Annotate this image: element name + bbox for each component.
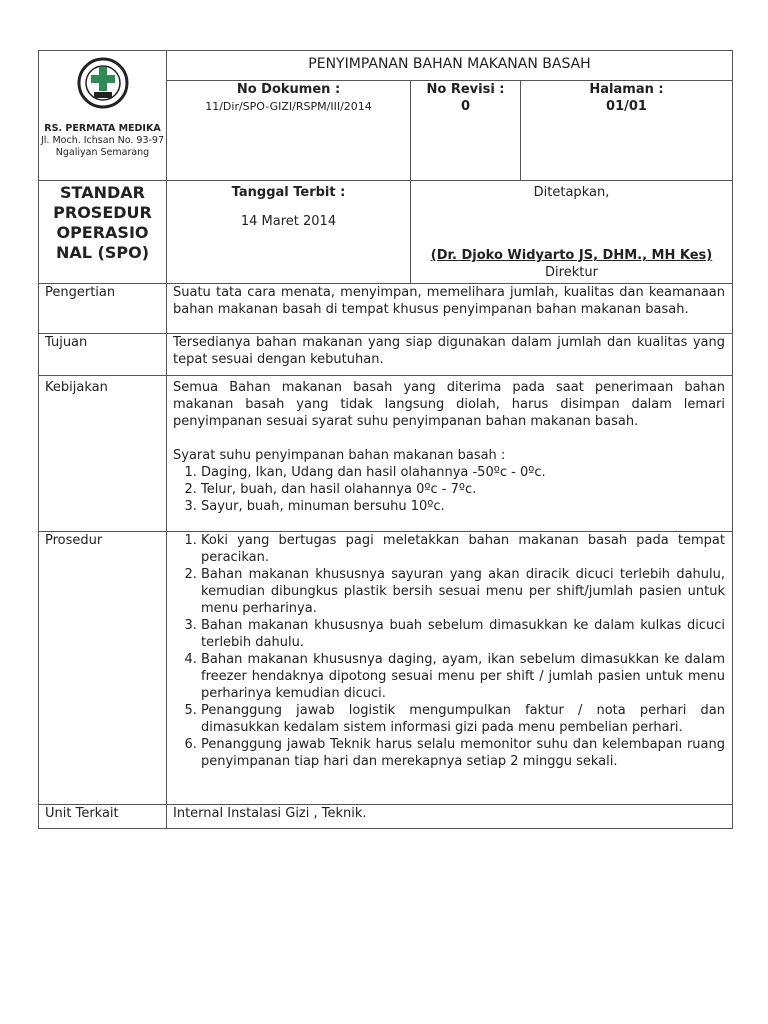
tujuan-label: Tujuan [39, 334, 167, 376]
pengertian-label: Pengertian [39, 284, 167, 334]
unit-label: Unit Terkait [39, 805, 167, 829]
procedure-list [173, 532, 725, 770]
spo-label: STANDAR PROSEDUR OPERASIO NAL (SPO) [39, 181, 167, 284]
kebijakan-subtitle: Syarat suhu penyimpanan bahan makanan basah : [173, 448, 506, 463]
approver-name: (Dr. Djoko Widyarto JS, DHM., MH Kes) [430, 248, 713, 263]
hospital-logo-icon [77, 57, 129, 109]
page-value: 01/01 [606, 99, 647, 114]
kebijakan-label: Kebijakan [39, 376, 167, 532]
list-item: 2. Telur, buah, dan hasil olahannya 0ºc - 7ºc. [201, 481, 725, 498]
issue-date-label: Tanggal Terbit : [231, 185, 346, 200]
revision-value: 0 [460, 99, 471, 114]
hospital-address: Jl. Moch. Ichsan No. 93-97 [40, 135, 165, 146]
page-label: Halaman : [589, 82, 664, 97]
list-item: 5. Penanggung jawab logistik mengumpulkan faktur / nota perhari dan dimasukkan kedalam sistem informasi gizi pada menu pembelian perhari. [201, 702, 725, 736]
document-title: PENYIMPANAN BAHAN MAKANAN BASAH [167, 51, 733, 81]
issue-date-value: 14 Maret 2014 [240, 214, 337, 229]
list-item: 4. Bahan makanan khususnya daging, ayam, ikan sebelum dimasukkan ke dalam freezer hendaknya dipotong sesuai menu per shift / jumlah pasien untuk menu perharinya kemudian dicuci. [201, 651, 725, 702]
hospital-name: RS. PERMATA MEDIKA [44, 123, 161, 134]
doc-number-value: 11/Dir/SPO-GIZI/RSPM/III/2014 [205, 100, 372, 113]
revision-label: No Revisi : [426, 82, 505, 97]
list-item: 3. Sayur, buah, minuman bersuhu 10ºc. [201, 498, 725, 515]
list-item: 1. Koki yang bertugas pagi meletakkan bahan makanan basah pada tempat peracikan. [201, 532, 725, 566]
approver-position: Direktur [545, 265, 598, 280]
doc-number-label: No Dokumen : [236, 82, 341, 97]
tujuan-text: Tersedianya bahan makanan yang siap digunakan dalam jumlah dan kualitas yang tepat sesuai dengan kebutuhan. [167, 334, 733, 376]
temperature-list [173, 464, 725, 515]
unit-text: Internal Instalasi Gizi , Teknik. [167, 805, 733, 829]
kebijakan-text: Semua Bahan makanan basah yang diterima pada saat penerimaan bahan makanan basah yang tidak langsung diolah, harus disimpan dalam lemari penyimpanan sesuai syarat suhu penyimpanan bahan makanan basah. [173, 380, 725, 429]
list-item: 3. Bahan makanan khususnya buah sebelum dimasukkan ke dalam kulkas dicuci terlebih dahulu. [201, 617, 725, 651]
hospital-city: Ngaliyan Semarang [55, 147, 150, 158]
list-item: 6. Penanggung jawab Teknik harus selalu memonitor suhu dan kelembapan ruang penyimpanan tiap hari dan merekapnya setiap 2 minggu sekali. [201, 736, 725, 770]
pengertian-text: Suatu tata cara menata, menyimpan, memelihara jumlah, kualitas dan keamanaan bahan makanan basah di tempat khusus penyimpanan bahan makanan basah. [167, 284, 733, 334]
approval-label: Ditetapkan, [533, 185, 610, 200]
spo-document [38, 50, 733, 829]
hospital-header [39, 51, 167, 181]
prosedur-label: Prosedur [39, 532, 167, 805]
list-item: 1. Daging, Ikan, Udang dan hasil olahannya -50ºc - 0ºc. [201, 464, 725, 481]
list-item: 2. Bahan makanan khususnya sayuran yang akan diracik dicuci terlebih dahulu, kemudian dibungkus plastik bersih sesuai menu per shift/jumlah pasien untuk menu perharinya. [201, 566, 725, 617]
